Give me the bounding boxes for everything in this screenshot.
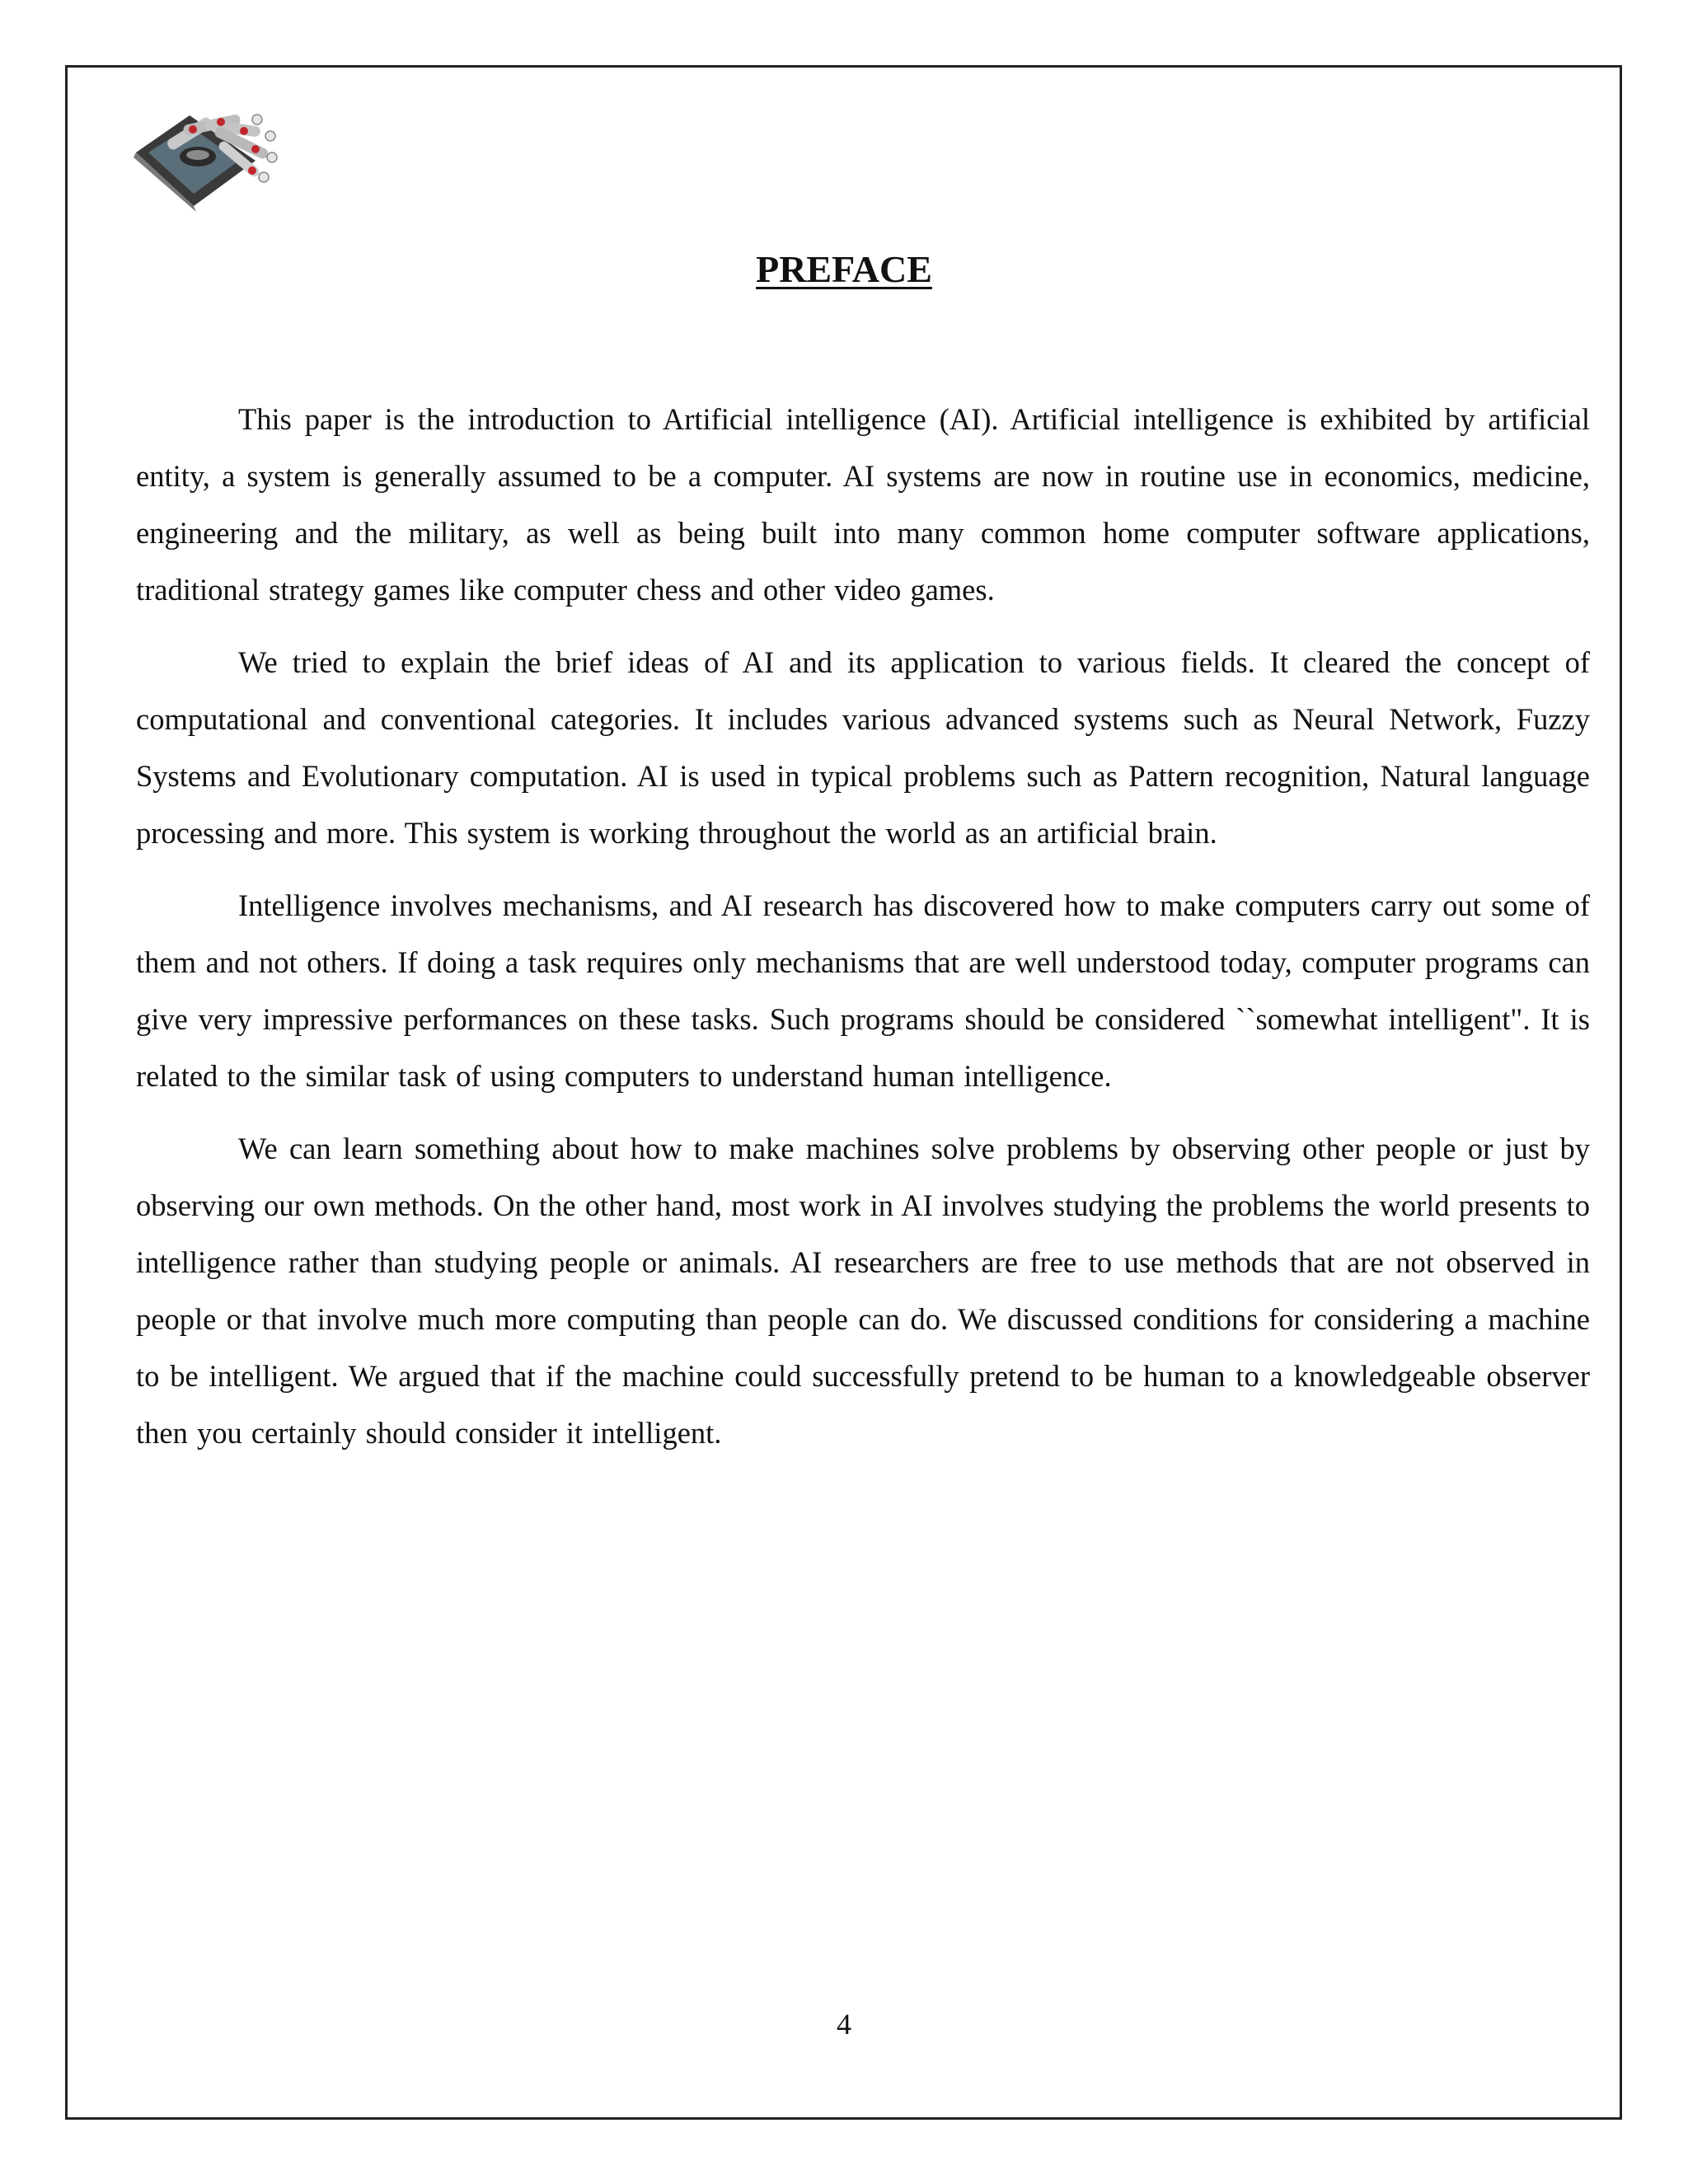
- paragraph-3: Intelligence involves mechanisms, and AI research has discovered how to make computers carry out some of them and not others. If doing a task requires only mechanisms that are well understood today, computer programs can give very impressive performances on these tasks. Such programs should be considered ``somewhat intelligent". It is related to the similar task of using computers to understand human intelligence.: [136, 888, 1590, 1093]
- paragraph-1: This paper is the introduction to Artificial intelligence (AI). Artificial intelligence is exhibited by artificial entity, a system is generally assumed to be a computer. AI systems are now in routine use in economics, medicine, engineering and the military, as well as being built into many common home computer software applications, traditional strategy games like computer chess and other video games.: [136, 402, 1590, 607]
- body-text: [136, 391, 1590, 1477]
- page-title: [0, 247, 1688, 291]
- paragraph-2: We tried to explain the brief ideas of AI and its application to various fields. It cleared the concept of computational and conventional categories. It includes various advanced systems such as Neural Network, Fuzzy Systems and Evolutionary computation. AI is used in typical problems such as Pattern recognition, Natural language processing and more. This system is working throughout the world as an artificial brain.: [136, 645, 1590, 850]
- paragraph-4: We can learn something about how to make machines solve problems by observing other people or just by observing our own methods. On the other hand, most work in AI involves studying the problems the world presents to intelligence rather than studying people or animals. AI researchers are free to use methods that are not observed in people or that involve much more computing than people can do. We discussed conditions for considering a machine to be intelligent. We argued that if the machine could successfully pretend to be human to a knowledgeable observer then you certainly should consider it intelligent.: [136, 1132, 1590, 1450]
- robot-hand-icon: [132, 95, 297, 218]
- page-title-text: PREFACE: [756, 248, 932, 290]
- page-number: 4: [837, 2008, 851, 2041]
